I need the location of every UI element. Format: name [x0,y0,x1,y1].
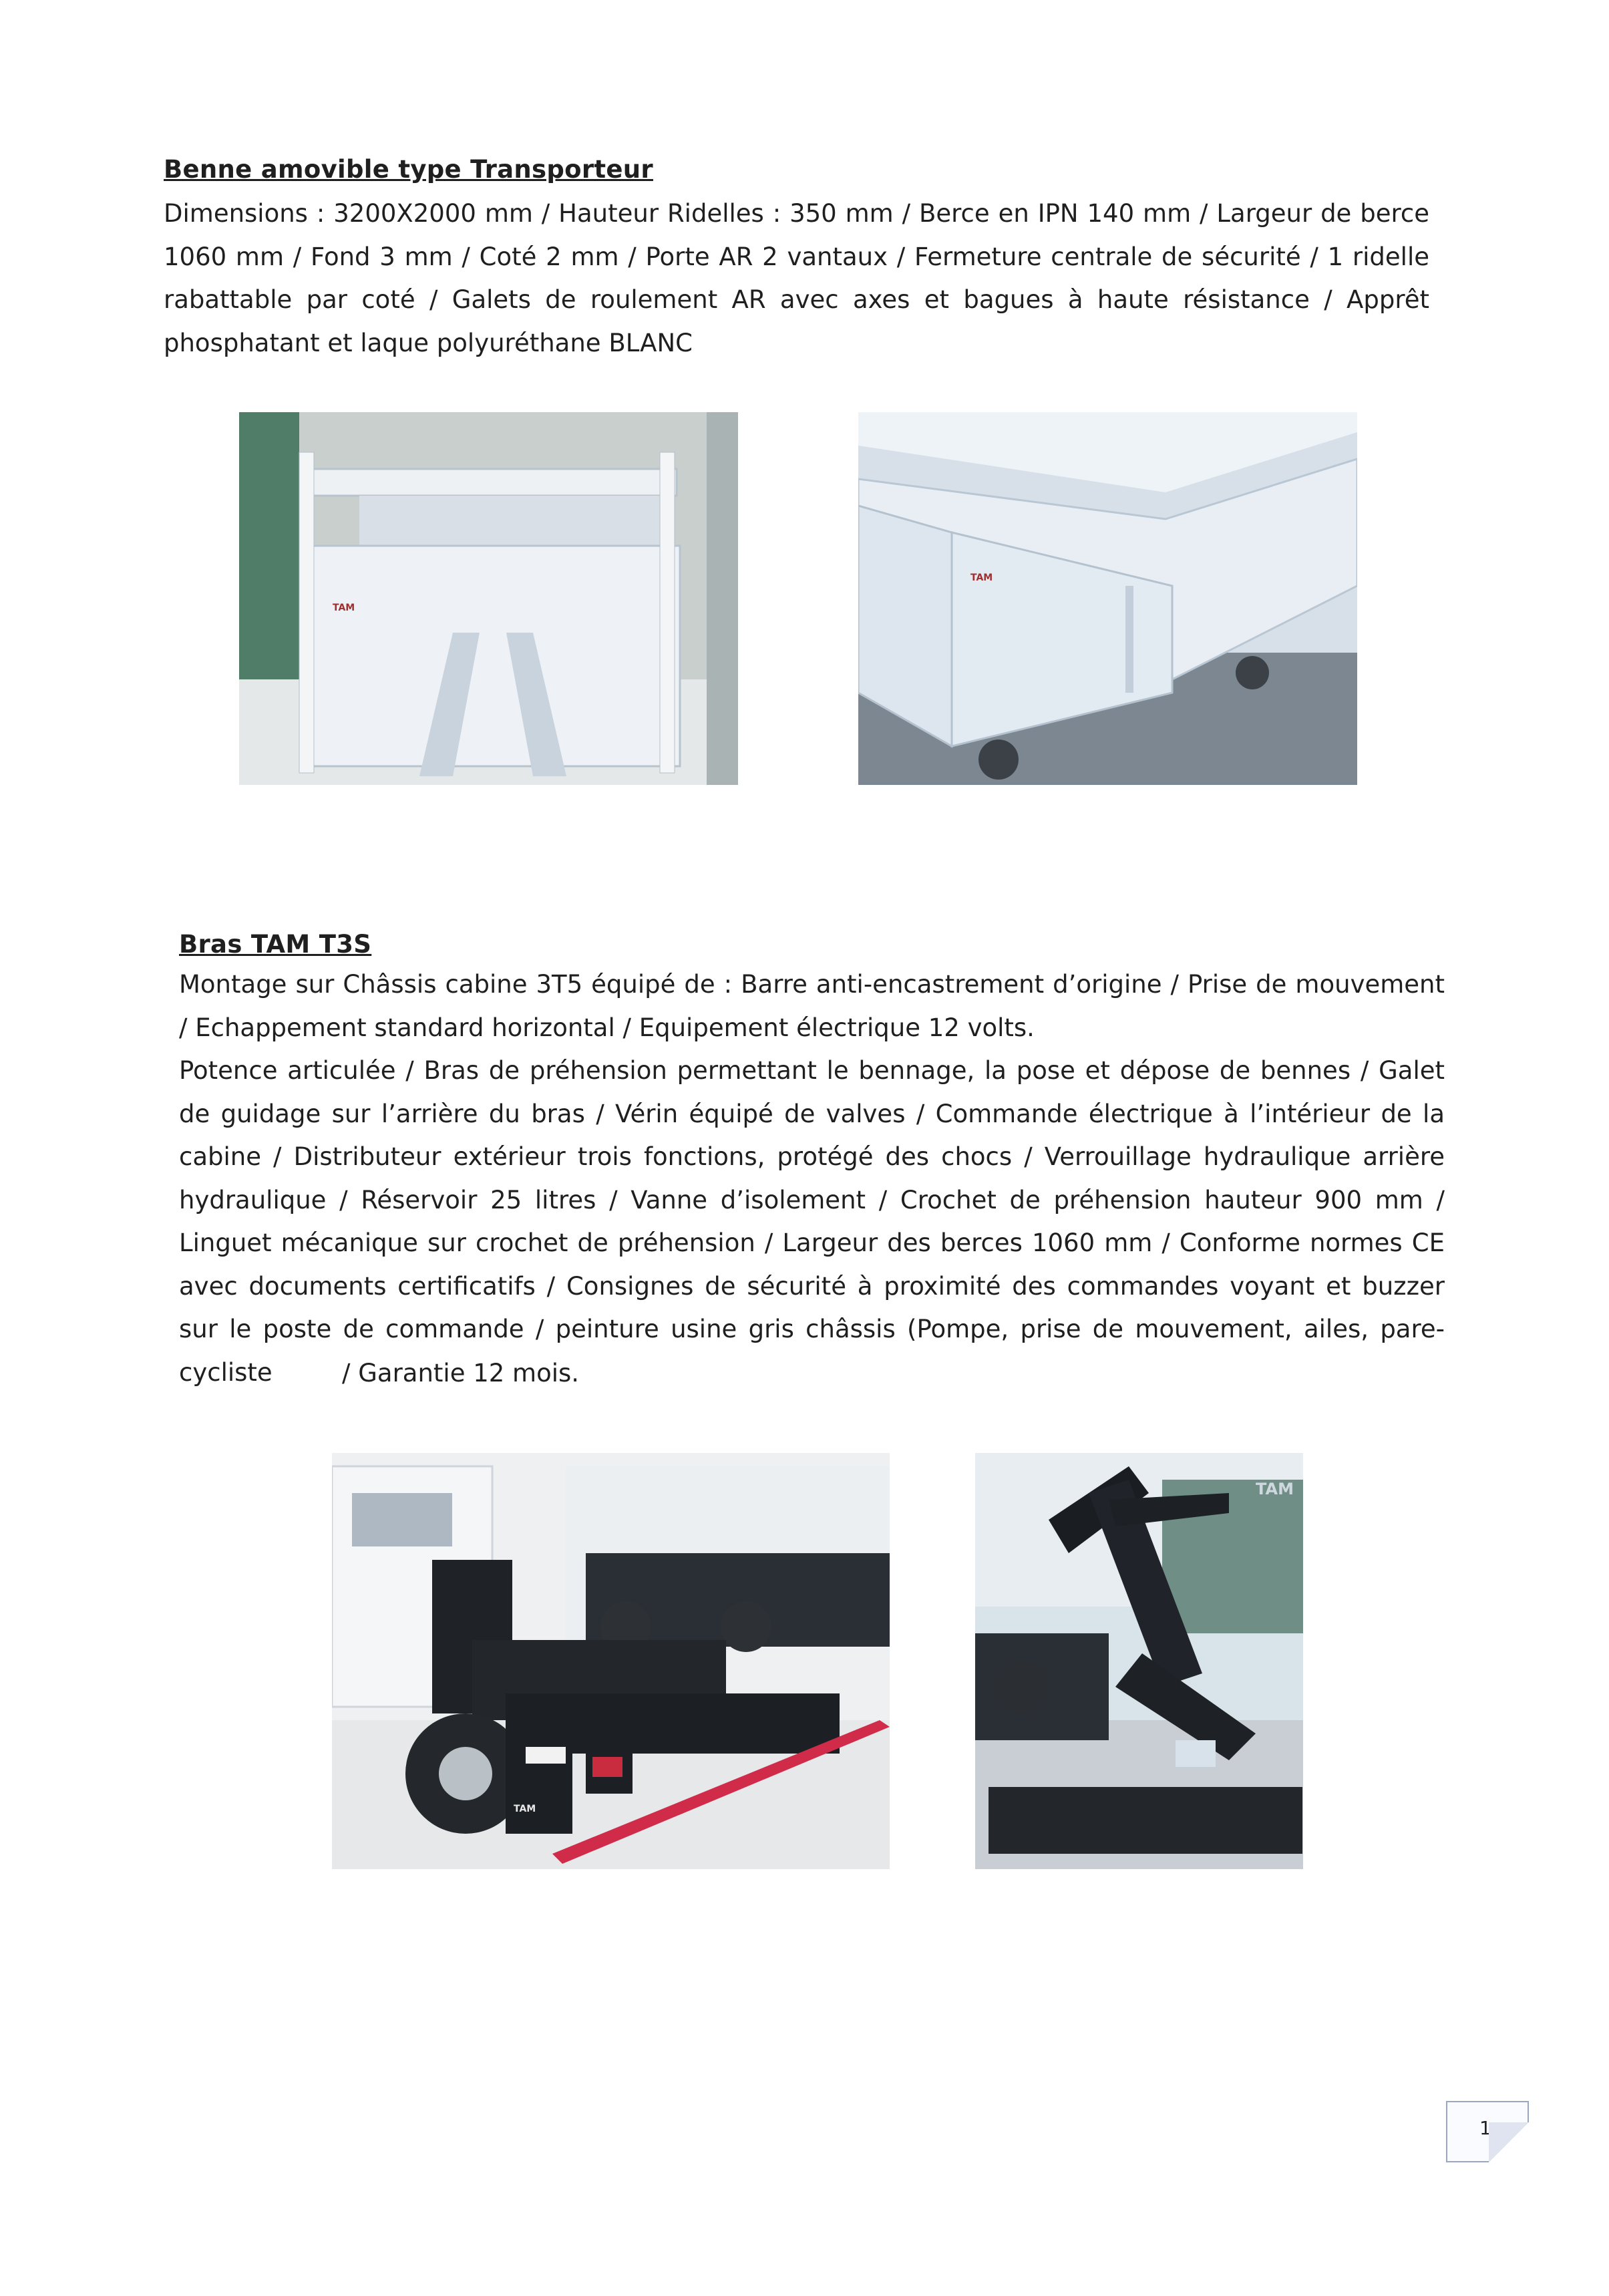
section-text-bras-mounting: Montage sur Châssis cabine 3T5 équipé de : Barre anti-encastrement d’origine / Prise de mouvement / Echappement standard horizontal / Equipement électrique 12 volts. [179,970,1445,1042]
photo-benne-front [239,412,738,785]
page-number-box [1446,2101,1529,2162]
section-title-benne: Benne amovible type Transporteur [164,155,653,184]
tam-logo-label: TAM [1256,1480,1294,1498]
section-text-bras-features: Potence articulée / Bras de préhension permettant le bennage, la pose et dépose de bennes / Galet de guidage sur l’arrière du bras / Vérin équipé de valves / Commande électrique à l’intérieur de la cabine / Distributeur extérieur trois fonctions, protégé des chocs / Verrouillage hydraulique arrière hydraulique / Réservoir 25 litres / Vanne d’isolement / Crochet de préhension hauteur 900 mm / Linguet mécanique sur crochet de préhension / Largeur des berces 1060 mm / Conforme normes CE avec documents certificatifs / Consignes de sécurité à proximité des commandes voyant et buzzer sur le poste de commande / peinture usine gris châssis (Pompe, prise de mouvement, ailes, pare-cycliste [179,1056,1445,1387]
tam-logo-label: TAM [970,572,993,583]
photo-hook-arm-raised [975,1453,1303,1869]
photo-truck-hooklift [332,1453,890,1869]
tam-logo-label: TAM [514,1804,536,1814]
page-fold-corner [1489,2122,1529,2162]
section-title-bras: Bras TAM T3S [179,930,372,959]
section-text-benne: Dimensions : 3200X2000 mm / Hauteur Ridelles : 350 mm / Berce en IPN 140 mm / Largeur de berce 1060 mm / Fond 3 mm / Coté 2 mm / Porte AR 2 vantaux / Fermeture centrale de sécurité / 1 ridelle rabattable par coté / Galets de roulement AR avec axes et bagues à haute résistance / Apprêt phosphatant et laque polyuréthane BLANC [164,199,1429,357]
page-number: 1 [1479,2117,1491,2139]
photo-benne-rear [858,412,1357,785]
section-text-bras-warranty: / Garantie 12 mois. [342,1359,580,1387]
tam-logo-label: TAM [333,603,355,613]
